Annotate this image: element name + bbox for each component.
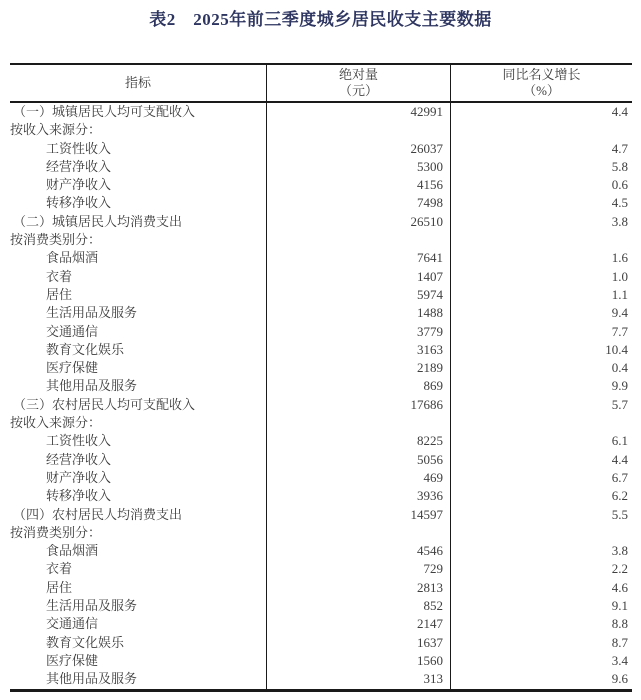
growth-value: 7.7 <box>450 323 632 341</box>
absolute-value: 869 <box>266 377 450 395</box>
growth-value: 8.8 <box>450 615 632 633</box>
growth-value: 3.8 <box>450 213 632 231</box>
growth-value: 6.2 <box>450 487 632 505</box>
absolute-value: 469 <box>266 469 450 487</box>
indicator-label: 转移净收入 <box>46 195 112 211</box>
absolute-value: 1488 <box>266 304 450 322</box>
growth-value <box>450 524 632 542</box>
indicator-label: 居住 <box>46 579 73 595</box>
table-row <box>10 524 632 542</box>
growth-value: 1.6 <box>450 249 632 267</box>
absolute-value <box>266 414 450 432</box>
indicator-label: 生活用品及服务 <box>46 598 138 614</box>
table-row <box>10 652 632 670</box>
table-row <box>10 579 632 597</box>
indicator-label: 经营净收入 <box>46 158 112 174</box>
indicator-label: 衣着 <box>46 561 73 577</box>
header-absolute-line2: （元） <box>338 83 378 98</box>
growth-value: 3.8 <box>450 542 632 560</box>
growth-value: 4.4 <box>450 451 632 469</box>
indicator-label: 交通通信 <box>46 616 99 632</box>
table-row <box>10 341 632 359</box>
table-row <box>10 213 632 231</box>
growth-value: 4.4 <box>450 103 632 121</box>
absolute-value: 5974 <box>266 286 450 304</box>
absolute-value: 1637 <box>266 634 450 652</box>
absolute-value: 3936 <box>266 487 450 505</box>
absolute-value: 852 <box>266 597 450 615</box>
table-row <box>10 634 632 652</box>
table-row <box>10 560 632 578</box>
indicator-label: 教育文化娱乐 <box>46 341 125 357</box>
table-row <box>10 597 632 615</box>
growth-value: 3.4 <box>450 652 632 670</box>
table-row <box>10 670 632 688</box>
absolute-value: 7641 <box>266 249 450 267</box>
header-indicator <box>10 65 266 101</box>
table-row <box>10 414 632 432</box>
header-growth <box>450 65 632 101</box>
absolute-value <box>266 121 450 139</box>
absolute-value: 2813 <box>266 579 450 597</box>
indicator-label: 转移净收入 <box>46 488 112 504</box>
growth-value <box>450 414 632 432</box>
absolute-value: 2147 <box>266 615 450 633</box>
table-row <box>10 396 632 414</box>
growth-value: 8.7 <box>450 634 632 652</box>
page-title: 表2 2025年前三季度城乡居民收支主要数据 <box>149 10 492 29</box>
indicator-label: 教育文化娱乐 <box>46 634 125 650</box>
table-row <box>10 451 632 469</box>
growth-value <box>450 231 632 249</box>
absolute-value: 4156 <box>266 176 450 194</box>
table-row <box>10 231 632 249</box>
header-indicator-label: 指标 <box>124 75 151 90</box>
table-row <box>10 158 632 176</box>
absolute-value: 42991 <box>266 103 450 121</box>
indicator-label: 衣着 <box>46 268 73 284</box>
table-header <box>10 65 632 103</box>
header-absolute-line1: 绝对量 <box>338 67 378 82</box>
absolute-value: 5056 <box>266 451 450 469</box>
table-row <box>10 487 632 505</box>
table-row <box>10 432 632 450</box>
table-row <box>10 103 632 121</box>
growth-value: 1.1 <box>450 286 632 304</box>
growth-value: 6.1 <box>450 432 632 450</box>
indicator-label: （三）农村居民人均可支配收入 <box>13 396 196 412</box>
indicator-label: 生活用品及服务 <box>46 305 138 321</box>
absolute-value: 26037 <box>266 140 450 158</box>
indicator-label: 财产净收入 <box>46 177 112 193</box>
indicator-label: 其他用品及服务 <box>46 378 138 394</box>
growth-value: 6.7 <box>450 469 632 487</box>
table-row <box>10 377 632 395</box>
table-row <box>10 304 632 322</box>
table-body <box>10 103 632 689</box>
absolute-value: 14597 <box>266 506 450 524</box>
table-row <box>10 615 632 633</box>
growth-value: 4.7 <box>450 140 632 158</box>
absolute-value: 313 <box>266 670 450 688</box>
table-row <box>10 140 632 158</box>
growth-value <box>450 121 632 139</box>
indicator-label: 按消费类别分： <box>10 524 102 540</box>
indicator-label: 医疗保健 <box>46 360 99 376</box>
absolute-value: 7498 <box>266 194 450 212</box>
absolute-value: 3779 <box>266 323 450 341</box>
indicator-label: 医疗保健 <box>46 652 99 668</box>
header-growth-line1: 同比名义增长 <box>502 67 581 82</box>
header-absolute-amount <box>266 65 450 101</box>
absolute-value: 17686 <box>266 396 450 414</box>
absolute-value: 8225 <box>266 432 450 450</box>
absolute-value: 26510 <box>266 213 450 231</box>
table-row <box>10 194 632 212</box>
growth-value: 2.2 <box>450 560 632 578</box>
growth-value: 0.6 <box>450 176 632 194</box>
growth-value: 5.5 <box>450 506 632 524</box>
absolute-value <box>266 524 450 542</box>
table-row <box>10 268 632 286</box>
table-row <box>10 359 632 377</box>
data-table <box>10 63 632 692</box>
table-row <box>10 286 632 304</box>
indicator-label: 财产净收入 <box>46 469 112 485</box>
absolute-value: 1407 <box>266 268 450 286</box>
indicator-label: 按消费类别分： <box>10 232 102 248</box>
absolute-value <box>266 231 450 249</box>
absolute-value: 5300 <box>266 158 450 176</box>
absolute-value: 2189 <box>266 359 450 377</box>
growth-value: 9.4 <box>450 304 632 322</box>
absolute-value: 1560 <box>266 652 450 670</box>
growth-value: 4.6 <box>450 579 632 597</box>
growth-value: 4.5 <box>450 194 632 212</box>
absolute-value: 729 <box>266 560 450 578</box>
growth-value: 10.4 <box>450 341 632 359</box>
growth-value: 1.0 <box>450 268 632 286</box>
indicator-label: 其他用品及服务 <box>46 671 138 687</box>
indicator-label: 交通通信 <box>46 323 99 339</box>
table-row <box>10 469 632 487</box>
growth-value: 9.9 <box>450 377 632 395</box>
indicator-label: 经营净收入 <box>46 451 112 467</box>
indicator-label: 食品烟酒 <box>46 543 99 559</box>
indicator-label: 食品烟酒 <box>46 250 99 266</box>
indicator-label: （四）农村居民人均消费支出 <box>13 506 183 522</box>
absolute-value: 4546 <box>266 542 450 560</box>
growth-value: 9.6 <box>450 670 632 688</box>
table-row <box>10 323 632 341</box>
growth-value: 5.8 <box>450 158 632 176</box>
header-growth-line2: （%） <box>523 83 560 98</box>
growth-value: 9.1 <box>450 597 632 615</box>
growth-value: 0.4 <box>450 359 632 377</box>
table-row <box>10 249 632 267</box>
table-row <box>10 506 632 524</box>
growth-value: 5.7 <box>450 396 632 414</box>
table-row <box>10 176 632 194</box>
indicator-label: 按收入来源分： <box>10 415 102 431</box>
indicator-label: 工资性收入 <box>46 140 112 156</box>
indicator-label: 按收入来源分： <box>10 122 102 138</box>
table-row <box>10 121 632 139</box>
table-row <box>10 542 632 560</box>
indicator-label: 居住 <box>46 286 73 302</box>
absolute-value: 3163 <box>266 341 450 359</box>
indicator-label: （一）城镇居民人均可支配收入 <box>13 104 196 119</box>
indicator-label: 工资性收入 <box>46 433 112 449</box>
indicator-label: （二）城镇居民人均消费支出 <box>13 213 183 229</box>
